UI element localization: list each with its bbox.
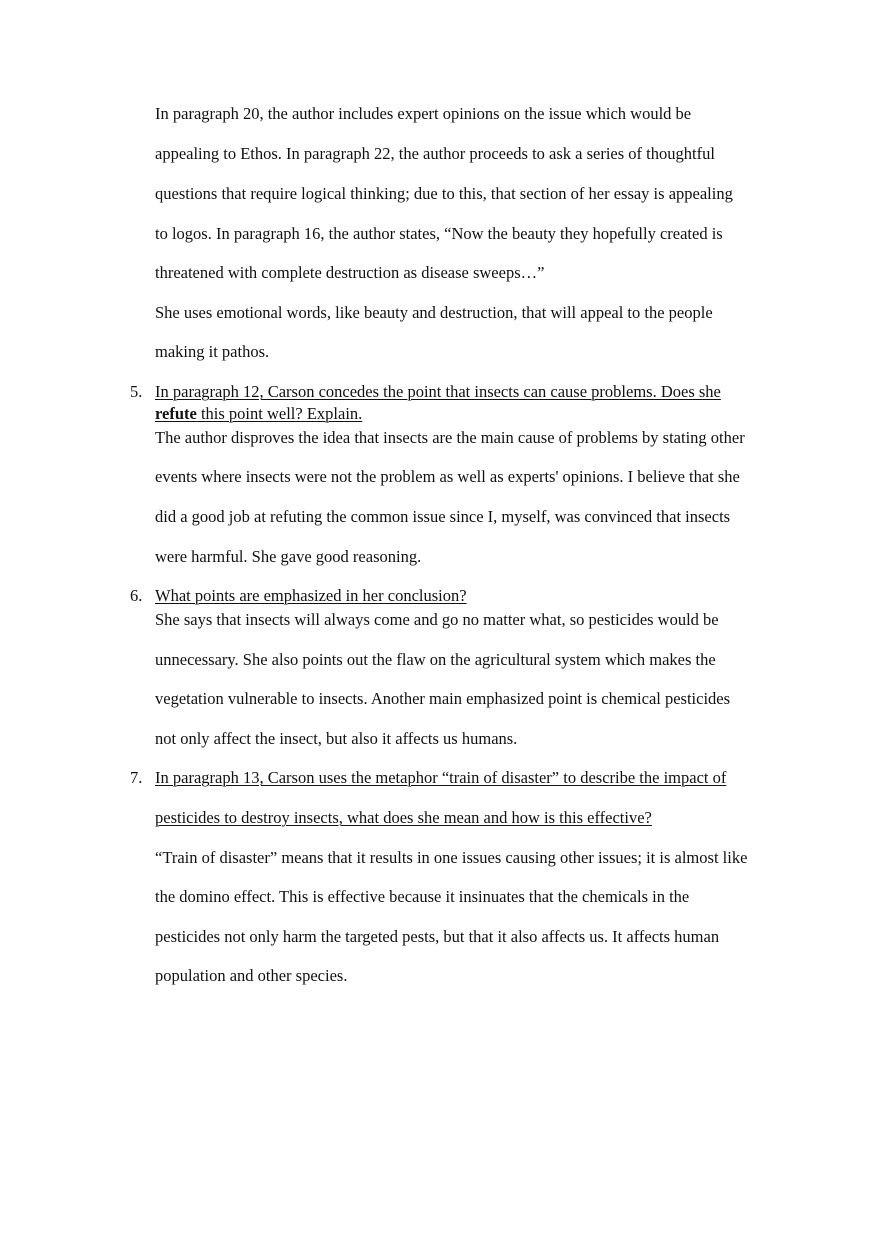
intro-line: She uses emotional words, like beauty and destruction, that will appeal to the people xyxy=(155,303,713,322)
question-number: 6. xyxy=(130,586,143,605)
intro-line: appealing to Ethos. In paragraph 22, the author proceeds to ask a series of thoughtful xyxy=(155,144,715,163)
answer-line: She says that insects will always come and go no matter what, so pesticides would be xyxy=(155,610,719,629)
intro-line: In paragraph 20, the author includes expert opinions on the issue which would be xyxy=(155,104,692,123)
intro-line: threatened with complete destruction as disease sweeps…” xyxy=(155,263,545,282)
bold-keyword: refute xyxy=(155,404,197,423)
question-5-text: In paragraph 12, Carson concedes the point that insects can cause problems. Does she xyxy=(155,382,721,401)
question-6-text: What points are emphasized in her conclusion? xyxy=(155,586,467,605)
answer-line: vegetation vulnerable to insects. Another main emphasized point is chemical pesticides xyxy=(155,689,731,708)
question-number: 5. xyxy=(130,382,143,401)
answer-line: did a good job at refuting the common issue since I, myself, was convinced that insects xyxy=(155,507,731,526)
answer-line: not only affect the insect, but also it affects us humans. xyxy=(155,729,518,748)
answer-line: pesticides not only harm the targeted pests, but that it also affects us. It affects human xyxy=(155,927,720,946)
intro-line: questions that require logical thinking; due to this, that section of her essay is appealing xyxy=(155,184,733,203)
answer-line: “Train of disaster” means that it results in one issues causing other issues; it is almost like xyxy=(155,848,748,867)
intro-line: making it pathos. xyxy=(155,342,270,361)
question-5-rest: this point well? Explain. xyxy=(196,404,363,423)
answer-line: events where insects were not the problem as well as experts' opinions. I believe that she xyxy=(155,467,740,486)
answer-line: unnecessary. She also points out the flaw on the agricultural system which makes the xyxy=(155,650,716,669)
question-7-text-cont: pesticides to destroy insects, what does she mean and how is this effective? xyxy=(155,808,652,827)
question-7-text: In paragraph 13, Carson uses the metaphor “train of disaster” to describe the impact of xyxy=(155,768,727,787)
question-number: 7. xyxy=(130,768,143,787)
answer-line: were harmful. She gave good reasoning. xyxy=(155,547,422,566)
question-5-text-cont xyxy=(155,404,362,424)
answer-line: the domino effect. This is effective because it insinuates that the chemicals in the xyxy=(155,887,690,906)
intro-line: to logos. In paragraph 16, the author states, “Now the beauty they hopefully created is xyxy=(155,224,723,243)
answer-line: The author disproves the idea that insects are the main cause of problems by stating other xyxy=(155,428,745,447)
answer-line: population and other species. xyxy=(155,966,348,985)
